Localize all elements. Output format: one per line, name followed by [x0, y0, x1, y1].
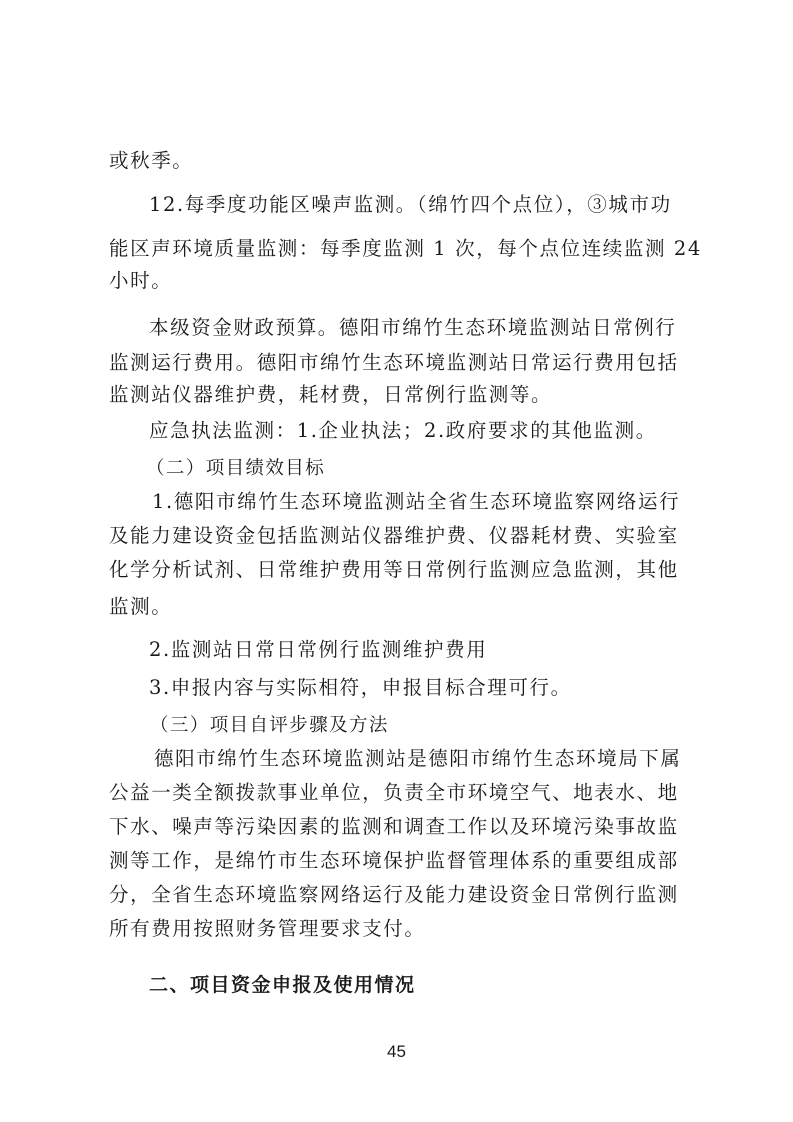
paragraph-line: 能区声环境质量监测：每季度监测 1 次，每个点位连续监测 24 [109, 237, 702, 260]
page-number: 45 [387, 1042, 406, 1061]
paragraph-line: 监测。 [109, 595, 173, 618]
paragraph-line: 监测站仪器维护费，耗材费，日常例行监测等。 [109, 383, 553, 406]
paragraph-line: 应急执法监测：1.企业执法；2.政府要求的其他监测。 [149, 419, 657, 442]
section-subheading: （三）项目自评步骤及方法 [150, 715, 389, 736]
paragraph-line: 化学分析试剂、日常维护费用等日常例行监测应急监测，其他 [109, 558, 679, 581]
paragraph-line: 2.监测站日常日常例行监测维护费用 [149, 638, 488, 661]
paragraph-line: 及能力建设资金包括监测站仪器维护费、仪器耗材费、实验室 [109, 524, 679, 547]
paragraph-line: 12.每季度功能区噪声监测。（绵竹四个点位），③城市功 [149, 193, 672, 216]
paragraph-line: 公益一类全额拨款事业单位，负责全市环境空气、地表水、地 [109, 781, 679, 804]
section-subheading: （二）项目绩效目标 [146, 458, 326, 479]
paragraph-line: 或秋季。 [109, 149, 194, 172]
paragraph-line: 德阳市绵竹生态环境监测站是德阳市绵竹生态环境局下属 [154, 747, 682, 770]
paragraph-line: 所有费用按照财务管理要求支付。 [109, 917, 426, 940]
paragraph-line: 本级资金财政预算。德阳市绵竹生态环境监测站日常例行 [149, 316, 677, 339]
paragraph-line: 3.申报内容与实际相符，申报目标合理可行。 [149, 676, 572, 699]
paragraph-line: 下水、噪声等污染因素的监测和调查工作以及环境污染事故监 [109, 815, 679, 838]
section-heading: 二、项目资金申报及使用情况 [149, 974, 416, 996]
paragraph-line: 小时。 [109, 269, 173, 292]
paragraph-line: 测等工作，是绵竹市生态环境保护监督管理体系的重要组成部 [109, 849, 679, 872]
paragraph-line: 分，全省生态环境监察网络运行及能力建设资金日常例行监测 [109, 883, 679, 906]
paragraph-line: 监测运行费用。德阳市绵竹生态环境监测站日常运行费用包括 [109, 351, 679, 374]
paragraph-line: 1.德阳市绵竹生态环境监测站全省生态环境监察网络运行 [152, 490, 681, 513]
